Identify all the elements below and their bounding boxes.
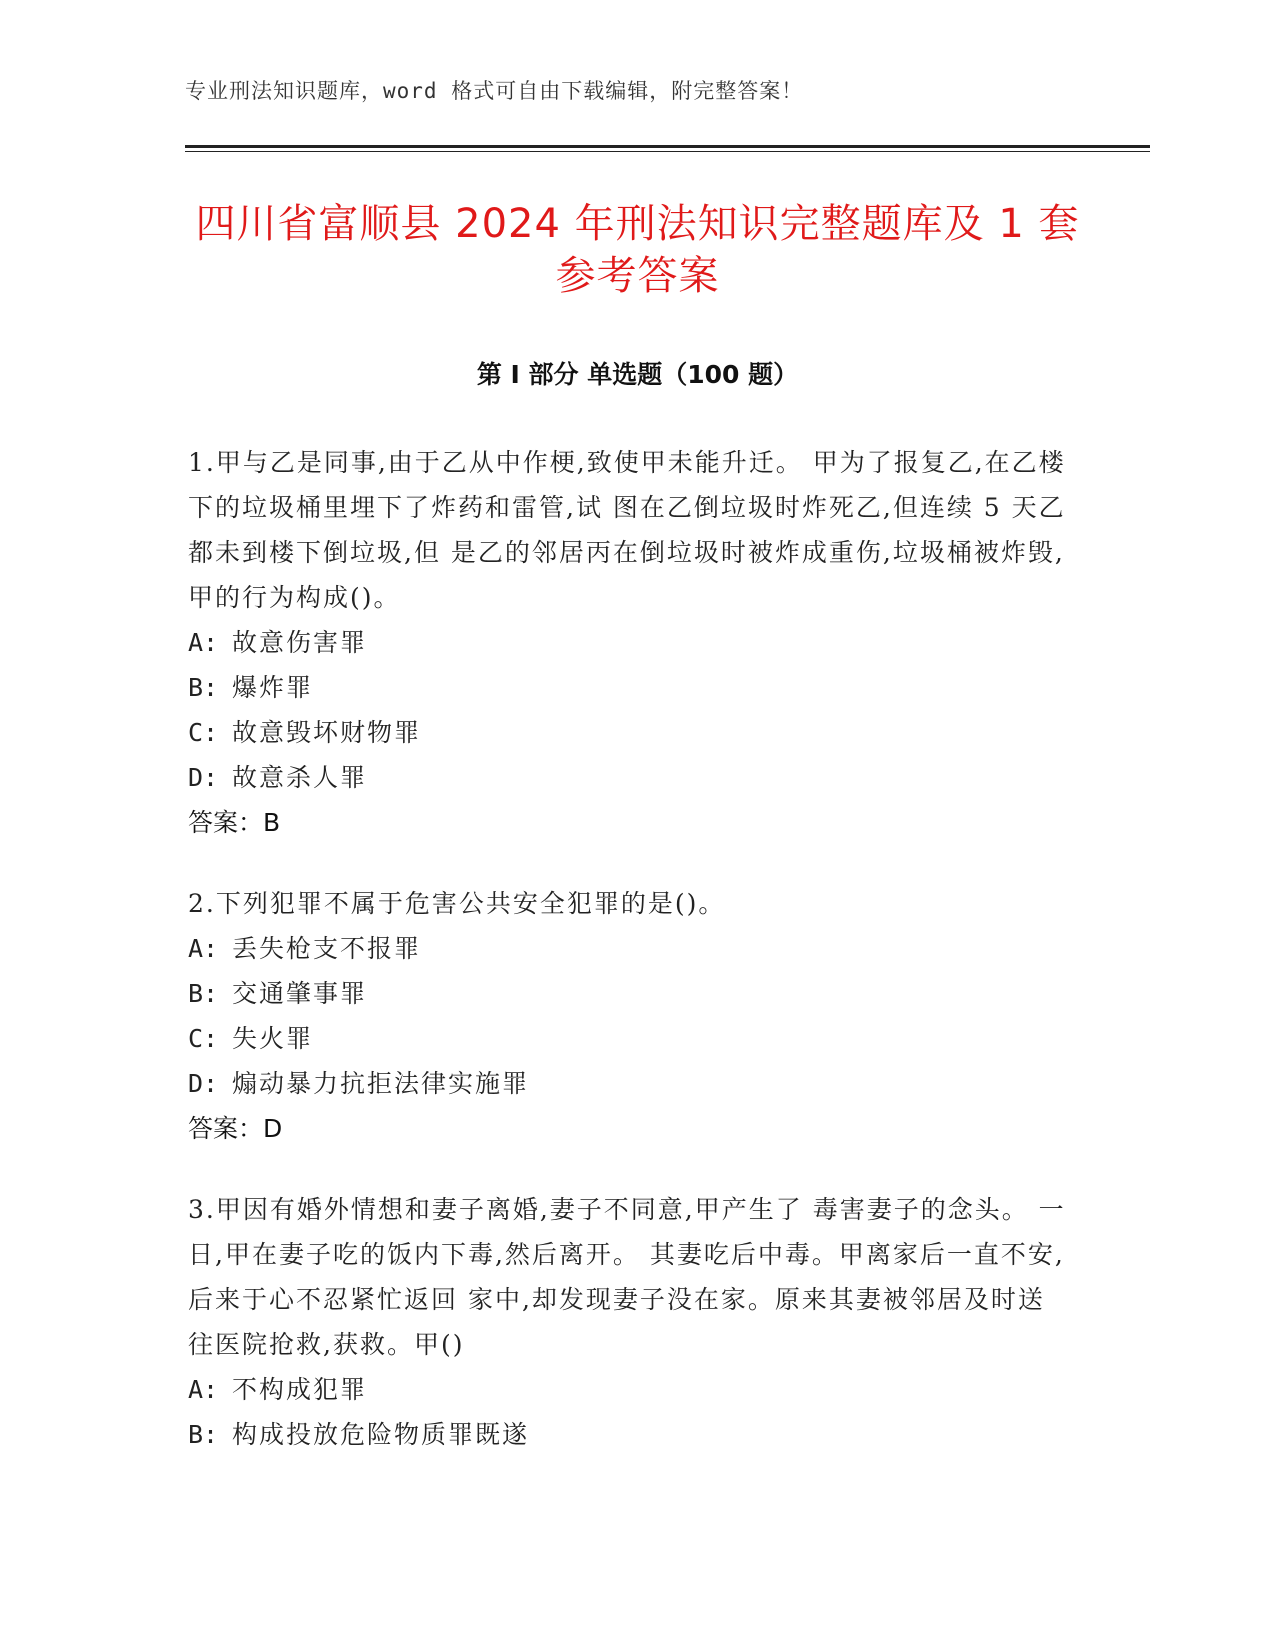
option-d [188, 755, 1068, 800]
header-rule-thin [185, 151, 1150, 152]
option-a [188, 1367, 1068, 1412]
option-text: 构成投放危险物质罪既遂 [232, 1420, 530, 1449]
option-key: C: [188, 718, 219, 747]
option-text: 不构成犯罪 [232, 1375, 368, 1404]
option-key: A: [188, 934, 219, 963]
option-key: C: [188, 1024, 219, 1053]
option-a [188, 926, 1068, 971]
option-a [188, 620, 1068, 665]
option-text: 故意伤害罪 [232, 628, 368, 657]
option-text: 故意杀人罪 [232, 763, 368, 792]
question-text: 3.甲因有婚外情想和妻子离婚,妻子不同意,甲产生了 毒害妻子的念头。 一 日,甲在妻子吃的饭内下毒,然后离开。 其妻吃后中毒。甲离家后一直不安,后来于心不忍紧忙返回 家中,却发现妻子没在家。原来其妻被邻居及时送往医院抢救,获救。甲() [188, 1195, 1066, 1359]
option-key: A: [188, 628, 219, 657]
question-2 [188, 881, 1068, 1151]
option-key: B: [188, 1420, 219, 1449]
option-b [188, 665, 1068, 710]
header-rule-thick [185, 145, 1150, 148]
option-key: D: [188, 763, 219, 792]
option-b [188, 971, 1068, 1016]
option-c [188, 710, 1068, 755]
question-1 [188, 440, 1068, 845]
option-text: 煽动暴力抗拒法律实施罪 [232, 1069, 530, 1098]
option-b [188, 1412, 1068, 1457]
option-text: 交通肇事罪 [232, 979, 368, 1008]
question-text: 2.下列犯罪不属于危害公共安全犯罪的是()。 [188, 889, 726, 918]
option-key: B: [188, 979, 219, 1008]
option-text: 失火罪 [232, 1024, 314, 1053]
answer-line: 答案：B [188, 808, 281, 837]
option-key: A: [188, 1375, 219, 1404]
answer-line: 答案：D [188, 1114, 283, 1143]
option-key: D: [188, 1069, 219, 1098]
question-list [188, 440, 1068, 1493]
option-text: 丢失枪支不报罪 [232, 934, 422, 963]
option-text: 爆炸罪 [232, 673, 314, 702]
option-d [188, 1061, 1068, 1106]
section-heading: 第 I 部分 单选题（100 题） [476, 360, 799, 389]
question-3 [188, 1187, 1068, 1457]
header-note: 专业刑法知识题库，word 格式可自由下载编辑，附完整答案！ [185, 79, 804, 103]
option-text: 故意毁坏财物罪 [232, 718, 422, 747]
option-key: B: [188, 673, 219, 702]
question-text: 1.甲与乙是同事,由于乙从中作梗,致使甲未能升迁。 甲为了报复乙,在乙楼下的垃圾桶里埋下了炸药和雷管,试 图在乙倒垃圾时炸死乙,但连续 5 天乙都未到楼下倒垃圾,但 是乙的邻居丙在倒垃圾时被炸成重伤,垃圾桶被炸毁,甲的行为构成()。 [188, 448, 1066, 612]
option-c [188, 1016, 1068, 1061]
document-title: 四川省富顺县 2024 年刑法知识完整题库及 1 套参考答案 [195, 201, 1080, 299]
